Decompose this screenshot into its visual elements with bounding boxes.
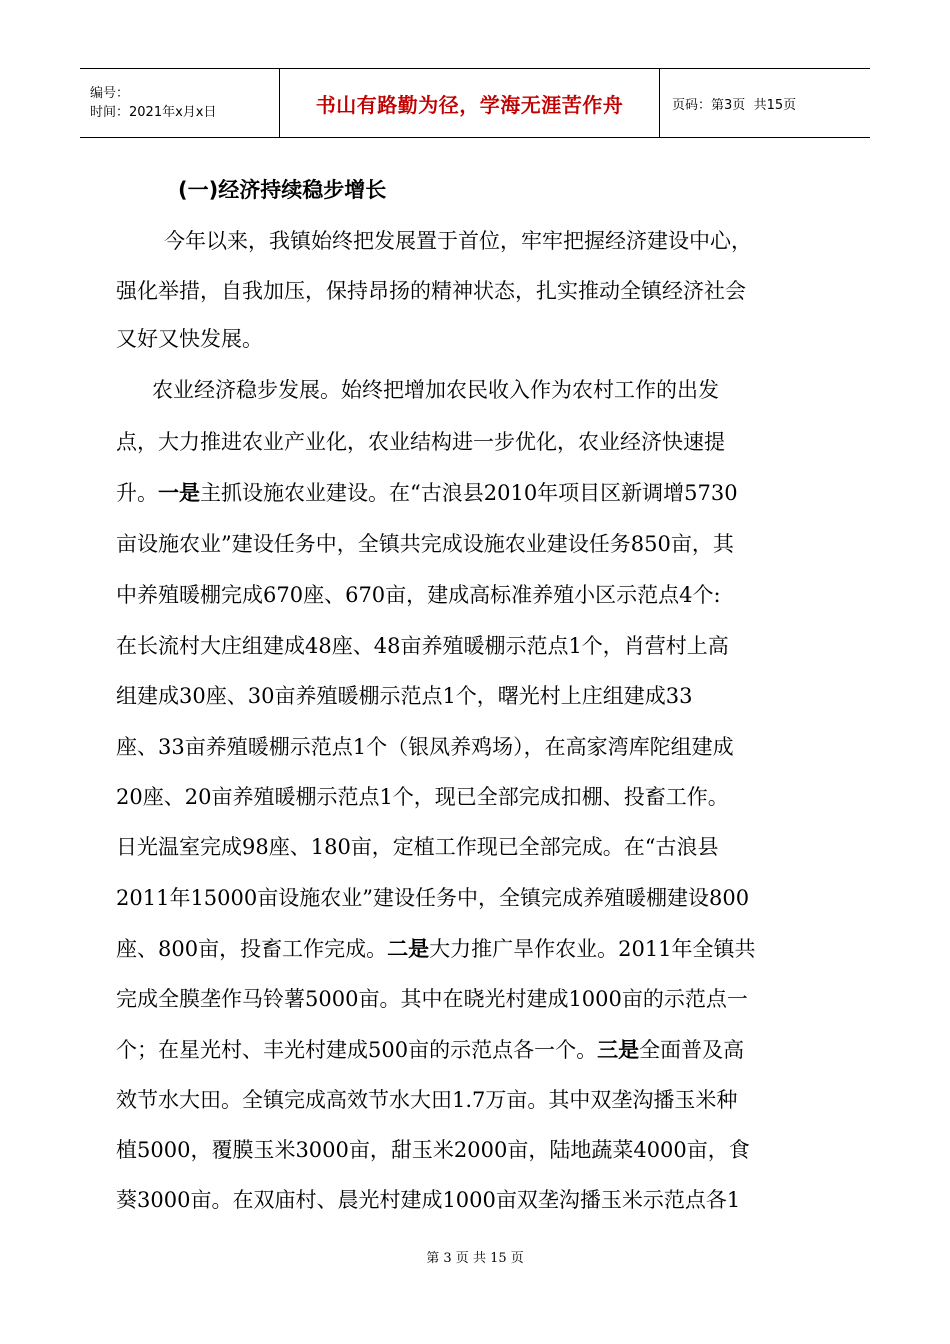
header-meta (80, 69, 280, 137)
page-info-row (672, 94, 870, 113)
document-header (80, 68, 870, 138)
text-line (116, 1081, 836, 1119)
body-text-segment: 又好又快发展。 (116, 327, 263, 351)
emphasis-text: 三是 (597, 1037, 640, 1062)
text-line (116, 1031, 836, 1069)
text-line (116, 525, 836, 563)
body-text-segment: 完成全膜垄作马铃薯5000亩。其中在晓光村建成1000亩的示范点一 (116, 987, 748, 1011)
page-current: 第3页 (711, 97, 746, 113)
text-line (116, 879, 836, 917)
footer-current: 第 3 页 (426, 1251, 469, 1266)
body-text-segment: 座、33亩养殖暖棚示范点1个（银凤养鸡场），在高家湾库陀组建成 (116, 735, 734, 759)
number-label: 编号： (90, 86, 130, 101)
section-title: (一)经济持续稳步增长 (178, 178, 387, 202)
text-line (116, 778, 836, 816)
body-text-segment: 强化举措，自我加压，保持昂扬的精神状态，扎实推动全镇经济社会 (116, 279, 746, 303)
body-text-segment: 组建成30座、30亩养殖暖棚示范点1个，曙光村上庄组建成33 (116, 684, 693, 708)
text-line (116, 320, 836, 358)
body-text-segment: 今年以来，我镇始终把发展置于首位，牢牢把握经济建设中心， (164, 229, 752, 253)
emphasis-text: 一是 (158, 480, 200, 505)
text-line (116, 1131, 836, 1169)
text-line (116, 728, 836, 766)
body-text-segment: 座、800亩，投畜工作完成。 (116, 937, 388, 961)
footer-total: 共 15 页 (472, 1251, 524, 1266)
emphasis-text: 二是 (387, 936, 430, 961)
body-text-segment: 亩设施农业”建设任务中，全镇共完成设施农业建设任务850亩，其 (116, 532, 734, 556)
text-line (164, 222, 884, 260)
text-line (116, 828, 836, 866)
page-total: 共15页 (753, 97, 797, 113)
body-text-segment: 大力推广旱作农业。2011年全镇共 (429, 937, 756, 961)
time-label: 时间：2021年x月x日 (90, 105, 217, 120)
text-line (152, 371, 872, 409)
text-line (116, 627, 836, 665)
body-text-segment: 全面普及高 (639, 1038, 745, 1062)
header-page-info (660, 69, 870, 137)
text-line (116, 272, 836, 310)
body-text-segment: 2011年15000亩设施农业”建设任务中，全镇完成养殖暖棚建设800 (116, 886, 750, 910)
body-text-segment: 20座、20亩养殖暖棚示范点1个，现已全部完成扣棚、投畜工作。 (116, 785, 729, 809)
body-text-segment: 升。 (116, 481, 158, 505)
body-text-segment: 点，大力推进农业产业化，农业结构进一步优化，农业经济快速提 (116, 430, 725, 454)
body-text-segment: 个；在星光村、丰光村建成500亩的示范点各一个。 (116, 1038, 598, 1062)
header-motto: 书山有路勤为径，学海无涯苦作舟 (280, 69, 660, 137)
body-text-segment: 在长流村大庄组建成48座、48亩养殖暖棚示范点1个，肖营村上高 (116, 634, 729, 658)
body-text-segment: 植5000，覆膜玉米3000亩，甜玉米2000亩，陆地蔬菜4000亩，食 (116, 1138, 750, 1162)
text-line (116, 1181, 836, 1219)
body-text-segment: 效节水大田。全镇完成高效节水大田1.7万亩。其中双垄沟播玉米种 (116, 1088, 738, 1112)
body-text-segment: 农业经济稳步发展。始终把增加农民收入作为农村工作的出发 (152, 378, 719, 402)
text-line (116, 474, 836, 512)
text-line (116, 576, 836, 614)
body-text-segment: 日光温室完成98座、180亩，定植工作现已全部完成。在“古浪县 (116, 835, 719, 859)
body-text-segment: 主抓设施农业建设。在“古浪县2010年项目区新调增5730 (200, 481, 738, 505)
text-line (116, 980, 836, 1018)
text-line (116, 930, 836, 968)
text-line (116, 423, 836, 461)
text-line (116, 677, 836, 715)
page-footer (0, 1247, 950, 1266)
body-text-segment: 葵3000亩。在双庙村、晨光村建成1000亩双垄沟播玉米示范点各1 (116, 1188, 741, 1212)
body-text-segment: 中养殖暖棚完成670座、670亩，建成高标准养殖小区示范点4个: (116, 583, 721, 607)
page-label: 页码： (672, 97, 712, 113)
